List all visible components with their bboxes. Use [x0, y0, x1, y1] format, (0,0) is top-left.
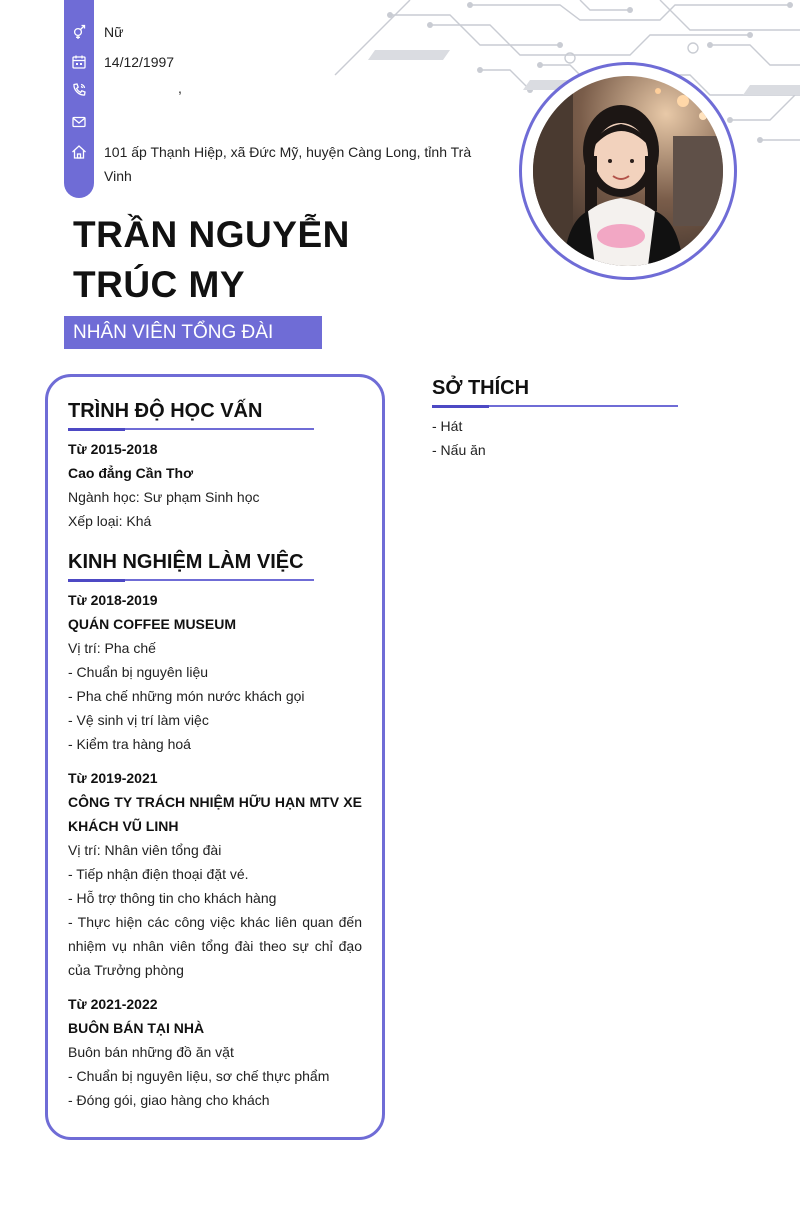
job-line: - Pha chế những món nước khách gọi — [68, 688, 305, 704]
job-company: QUÁN COFFEE MUSEUM — [68, 616, 236, 632]
mail-icon — [68, 111, 90, 133]
job-line: - Chuẩn bị nguyên liệu — [68, 664, 209, 680]
home-icon — [68, 141, 90, 163]
job-line: - Đóng gói, giao hàng cho khách — [68, 1092, 270, 1108]
experience-heading: KINH NGHIỆM LÀM VIỆC — [68, 551, 304, 573]
job-company: CÔNG TY TRÁCH NHIỆM HỮU HẠN MTV XE KHÁCH VŨ LINH — [68, 794, 362, 834]
gender-text: Nữ — [104, 24, 124, 40]
calendar-icon — [68, 51, 90, 73]
hobby-item: - Hát — [432, 418, 463, 434]
education-rule-accent — [68, 428, 125, 431]
job-title: NHÂN VIÊN TỔNG ĐÀI — [64, 316, 322, 349]
job-period: Từ 2019-2021 — [68, 770, 158, 786]
job-line: Vị trí: Pha chế — [68, 640, 156, 656]
job-line: - Thực hiện các công việc khác liên quan đến nhiệm vụ nhân viên tổng đài theo sự chỉ đạo của Trưởng phòng — [68, 914, 362, 978]
hobbies-heading: SỞ THÍCH — [432, 377, 530, 399]
job-line: Vị trí: Nhân viên tổng đài — [68, 842, 222, 858]
experience-rule-accent — [68, 579, 125, 582]
job-period: Từ 2021-2022 — [68, 996, 158, 1012]
phone-text[interactable]: , — [178, 80, 182, 96]
job-line: - Hỗ trợ thông tin cho khách hàng — [68, 890, 277, 906]
education-heading: TRÌNH ĐỘ HỌC VẤN — [68, 400, 263, 422]
job-line: - Vệ sinh vị trí làm việc — [68, 712, 209, 728]
education-school: Cao đẳng Cần Thơ — [68, 465, 194, 481]
candidate-name: TRẦN NGUYỄN TRÚC MY — [73, 214, 350, 305]
education-major: Ngành học: Sư phạm Sinh học — [68, 489, 260, 505]
hobbies-rule-accent — [432, 405, 489, 408]
job-line: - Kiểm tra hàng hoá — [68, 736, 191, 752]
hobby-item: - Nấu ăn — [432, 442, 486, 458]
address-text: 101 ấp Thạnh Hiệp, xã Đức Mỹ, huyện Càng Long, tỉnh Trà Vinh — [104, 144, 472, 184]
job-line: Buôn bán những đồ ăn vặt — [68, 1044, 234, 1060]
avatar — [533, 76, 723, 266]
gender-icon — [68, 21, 90, 43]
job-company: BUÔN BÁN TẠI NHÀ — [68, 1020, 205, 1036]
phone-icon — [68, 79, 90, 101]
education-grade: Xếp loại: Khá — [68, 513, 152, 529]
birthday-text: 14/12/1997 — [104, 54, 175, 70]
job-line: - Tiếp nhận điện thoại đặt vé. — [68, 866, 249, 882]
job-period: Từ 2018-2019 — [68, 592, 158, 608]
job-line: - Chuẩn bị nguyên liệu, sơ chế thực phẩm — [68, 1068, 330, 1084]
education-period: Từ 2015-2018 — [68, 441, 158, 457]
